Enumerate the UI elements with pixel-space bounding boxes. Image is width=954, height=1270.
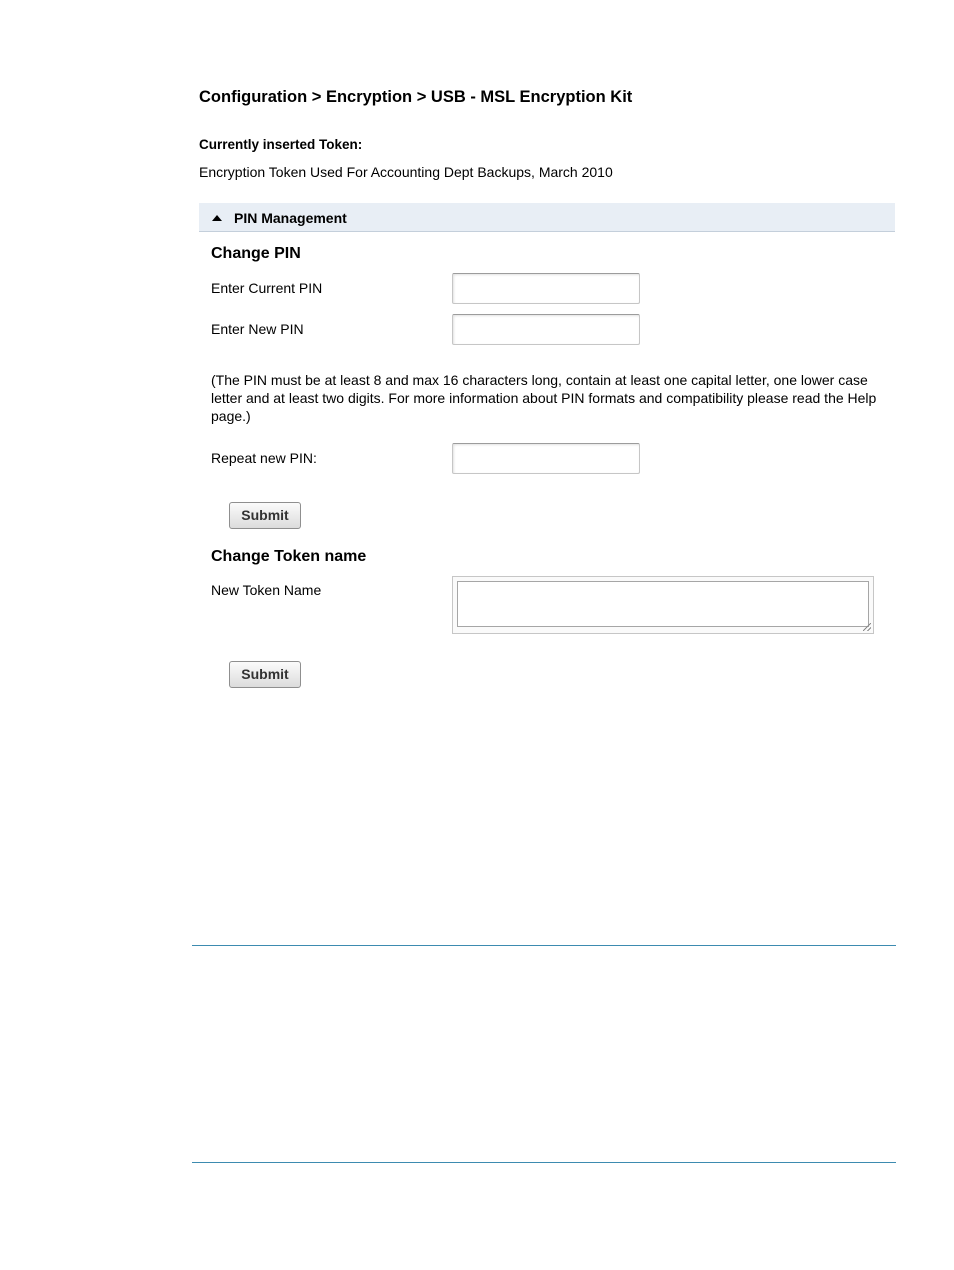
collapse-arrow-icon[interactable] — [212, 215, 222, 221]
pin-requirements-note: (The PIN must be at least 8 and max 16 characters long, contain at least one capital letter, one lower case letter and at least two digits. For more information about PIN formats and compatibility please read the Help page.) — [211, 372, 877, 424]
current-token-value: Encryption Token Used For Accounting Dept Backups, March 2010 — [199, 164, 613, 180]
pin-management-section-header[interactable] — [199, 203, 895, 232]
submit-token-name-button[interactable]: Submit — [229, 661, 301, 688]
section-title: PIN Management — [234, 210, 347, 226]
divider-bottom — [192, 1162, 896, 1163]
new-token-name-textarea[interactable] — [457, 581, 869, 627]
new-token-name-label: New Token Name — [211, 582, 322, 598]
change-pin-heading: Change PIN — [211, 245, 301, 262]
repeat-pin-input[interactable] — [452, 443, 640, 474]
divider-top — [192, 945, 896, 946]
current-token-label: Currently inserted Token: — [199, 137, 363, 152]
current-pin-label: Enter Current PIN — [211, 280, 323, 296]
submit-pin-button[interactable]: Submit — [229, 502, 301, 529]
new-pin-input[interactable] — [452, 314, 640, 345]
change-token-name-heading: Change Token name — [211, 548, 367, 565]
new-pin-label: Enter New PIN — [211, 321, 304, 337]
breadcrumb: Configuration > Encryption > USB - MSL Encryption Kit — [199, 88, 633, 106]
current-pin-input[interactable] — [452, 273, 640, 304]
new-token-name-field[interactable] — [452, 576, 874, 634]
repeat-pin-label: Repeat new PIN: — [211, 450, 317, 466]
resize-grip-icon[interactable] — [863, 623, 871, 631]
